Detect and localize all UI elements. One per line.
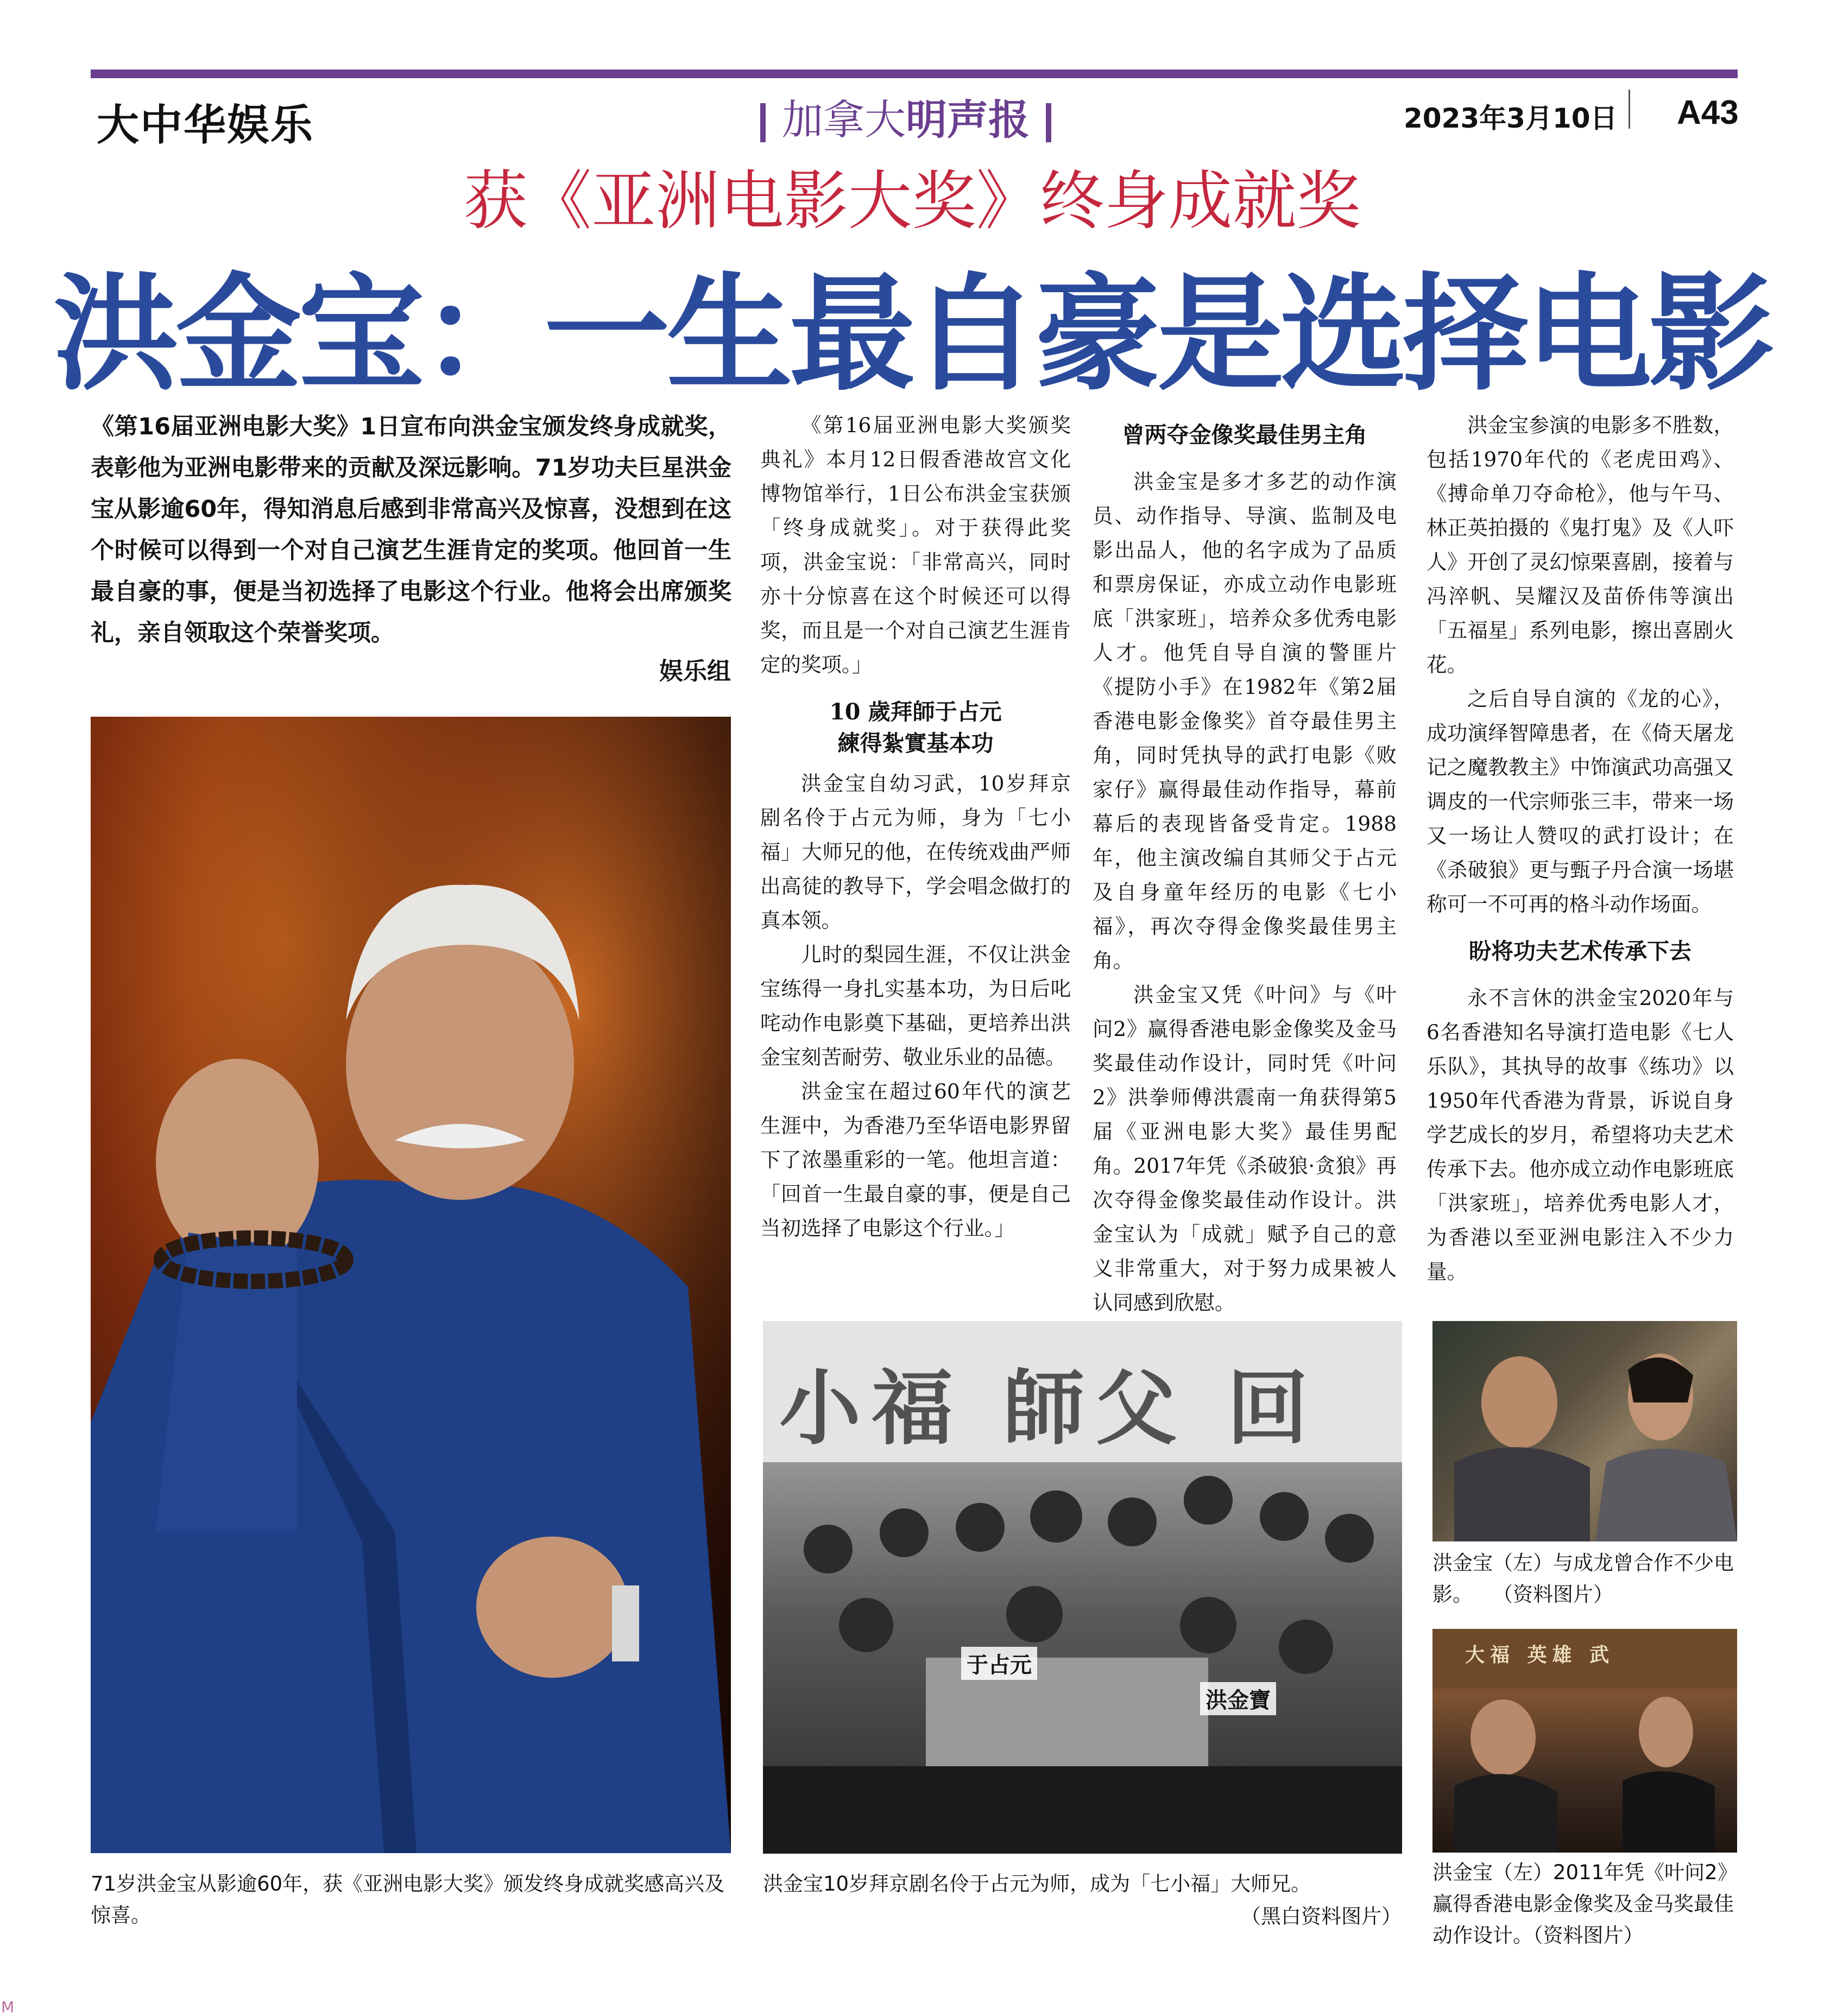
- photo-label-hung: 洪金寶: [1200, 1682, 1276, 1715]
- paragraph: 《第16届亚洲电影大奖颁奖典礼》本月12日假香港故宫文化博物馆举行，1日公布洪金宝获颁「终身成就奖」。对于获得此奖项，洪金宝说：「非常高兴，同时亦十分惊喜在这个时候还可以得奖，而且是一个对自己演艺生涯肯定的奖项。」: [760, 413, 1071, 677]
- subheading: 曾两夺金像奖最佳男主角: [1122, 422, 1367, 448]
- article-column-4: [1427, 408, 1734, 1289]
- sign-text: 大福 英雄 武: [1465, 1644, 1615, 1666]
- paragraph: 永不言休的洪金宝2020年与6名香港知名导演打造电影《七人乐队》，其执导的故事《练功》以1950年代香港为背景，诉说自身学艺成长的岁月，希望将功夫艺术传承下去。他亦成立动作电影班底「洪家班」，培养优秀电影人才，为香港以至亚洲电影注入不少力量。: [1427, 986, 1734, 1284]
- corner-mark: M: [1, 1998, 15, 2016]
- group-photo: [763, 1321, 1402, 1854]
- portrait-caption: 71岁洪金宝从影逾60年，获《亚洲电影大奖》颁发终身成就奖感高兴及惊喜。: [91, 1872, 725, 1927]
- paragraph: 洪金宝自幼习武，10岁拜京剧名伶于占元为师，身为「七小福」大师兄的他，在传统戏曲严师出高徒的教导下，学会唱念做打的真本领。: [760, 772, 1071, 932]
- paragraph: 洪金宝是多才多艺的动作演员、动作指导、导演、监制及电影出品人，他的名字成为了品质和票房保证，亦成立动作电影班底「洪家班」，培养众多优秀电影人才。他凭自导自演的警匪片《提防小手》在1982年《第2届香港电影金像奖》首夺最佳男主角，同时凭执导的武打电影《败家仔》赢得最佳动作指导，幕前幕后的表现皆备受肯定。1988年，他主演改编自其师父于占元及自身童年经历的电影《七小福》，再次夺得金像奖最佳男主角。: [1093, 470, 1397, 972]
- portrait-illustration: [91, 717, 731, 1853]
- article-byline: 娱乐组: [659, 658, 731, 685]
- paragraph: 之后自导自演的《龙的心》，成功演绎智障患者，在《倚天屠龙记之魔教教主》中饰演武功高强又调皮的一代宗师张三丰，带来一场又一场让人赞叹的武打设计；在《杀破狼》更与甄子丹合演一场堪称可一不可再的格斗动作场面。: [1427, 687, 1734, 916]
- paragraph: 儿时的梨园生涯，不仅让洪金宝练得一身扎实基本功，为日后叱咤动作电影奠下基础，更培养出洪金宝刻苦耐劳、敬业乐业的品德。: [760, 943, 1071, 1069]
- photo-label-yu: 于占元: [961, 1647, 1037, 1680]
- photo-with-jackie-chan: [1432, 1321, 1737, 1541]
- article-lead: 《第16届亚洲电影大奖》1日宣布向洪金宝颁发终身成就奖，表彰他为亚洲电影带来的贡献及深远影响。71岁功夫巨星洪金宝从影逾60年，得知消息后感到非常高兴及惊喜，没想到在这个时候可以得到一个对自己演艺生涯肯定的奖项。他回首一生最自豪的事，便是当初选择了电影这个行业。他将会出席颁奖礼，亲自领取这个荣誉奖项。: [91, 413, 731, 647]
- photo-ip-man-2: [1432, 1629, 1737, 1853]
- article-column-2: [760, 408, 1071, 1246]
- article-subhead: 获《亚洲电影大奖》终身成就奖: [463, 163, 1361, 238]
- banner-text: 小福 師父 回: [779, 1361, 1320, 1456]
- article-headline: 洪金宝：一生最自豪是选择电影: [53, 260, 1771, 408]
- subheading-line-2: 練得紮實基本功: [837, 730, 994, 756]
- page-number: A43: [1677, 94, 1739, 131]
- masthead-bar-right: [1046, 103, 1051, 142]
- paragraph: 洪金宝参演的电影多不胜数，包括1970年代的《老虎田鸡》、《搏命单刀夺命枪》，他与午马、林正英拍摄的《鬼打鬼》及《人吓人》开创了灵幻惊栗喜剧，接着与冯淬帆、吴耀汉及苗侨伟等演出「五福星」系列电影，擦出喜剧火花。: [1427, 413, 1734, 677]
- section-title: 大中华娱乐: [97, 100, 314, 150]
- group-photo-source: （黑白资料图片）: [1241, 1905, 1402, 1928]
- paragraph: 洪金宝又凭《叶问》与《叶问2》赢得香港电影金像奖及金马奖最佳动作设计，同时凭《叶问2》洪拳师傅洪震南一角获得第5届《亚洲电影大奖》最佳男配角。2017年凭《杀破狼·贪狼》再次夺得金像奖最佳动作设计。洪金宝认为「成就」赋予自己的意义非常重大，对于努力成果被人认同感到欣慰。: [1093, 983, 1397, 1314]
- paragraph: 洪金宝在超过60年代的演艺生涯中，为香港乃至华语电影界留下了浓墨重彩的一笔。他坦言道：「回首一生最自豪的事，便是自己当初选择了电影这个行业。」: [760, 1079, 1071, 1240]
- masthead-paper: 明声报: [906, 96, 1030, 144]
- photo-s2-caption: 洪金宝（左）2011年凭《叶问2》赢得香港电影金像奖及金马奖最佳动作设计。（资料图片）: [1432, 1861, 1738, 1947]
- header-divider: [1629, 90, 1630, 129]
- masthead-country: 加拿大: [782, 96, 906, 144]
- subheading: 盼将功夫艺术传承下去: [1469, 938, 1692, 964]
- subheading-line-1: 10 歲拜師于占元: [829, 699, 1002, 725]
- group-photo-caption: 洪金宝10岁拜京剧名伶于占元为师，成为「七小福」大师兄。: [763, 1872, 1311, 1895]
- article-column-3: [1093, 408, 1397, 1320]
- issue-date: 2023年3月10日: [1404, 103, 1618, 134]
- subheading: [760, 696, 1071, 759]
- photo-s1-caption: 洪金宝（左）与成龙曾合作不少电影。 （资料图片）: [1432, 1551, 1734, 1606]
- masthead: [744, 87, 1068, 146]
- top-rule: [91, 69, 1738, 78]
- portrait-photo: [91, 717, 731, 1853]
- photo-s1-illustration: [1432, 1321, 1737, 1541]
- masthead-bar-left: [760, 103, 766, 142]
